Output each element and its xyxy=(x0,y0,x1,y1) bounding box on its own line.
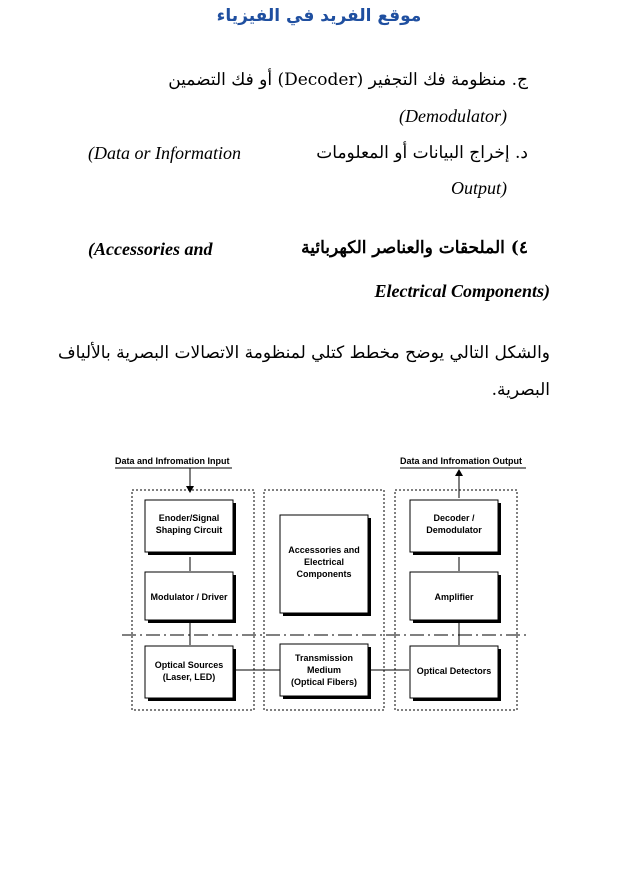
transmission-label-2: Medium xyxy=(306,665,342,675)
section4-english-cont: Electrical Components) xyxy=(374,281,550,301)
output-label: Data and Infromation Output xyxy=(400,456,522,466)
accessories-label-2: Electrical xyxy=(303,557,345,567)
item-c-line: ج. منظومة فك التجفير (Decoder) أو فك التضمين xyxy=(168,70,528,90)
optical-sources-label-1: Optical Sources xyxy=(154,660,224,670)
accessories-block xyxy=(280,515,371,616)
decoder-label-1: Decoder / xyxy=(433,513,475,523)
decoder-block xyxy=(410,500,501,555)
encoder-block xyxy=(145,500,236,555)
section4-heading: ٤) الملحقات والعناصر الكهربائية xyxy=(301,238,528,258)
accessories-label-1: Accessories and xyxy=(288,545,360,555)
amplifier-block xyxy=(410,572,501,623)
item-c-english-cont: (Demodulator) xyxy=(399,106,507,126)
accessories-label-3: Components xyxy=(296,569,352,579)
transmission-label-3: (Optical Fibers) xyxy=(290,677,358,687)
paragraph-line-2: البصرية. xyxy=(491,380,550,400)
input-label: Data and Infromation Input xyxy=(115,456,230,466)
transmission-label-1: Transmission xyxy=(294,653,354,663)
detectors-block xyxy=(410,646,501,701)
encoder-label-2: Shaping Circuit xyxy=(155,525,223,535)
item-d-line: د. إخراج البيانات أو المعلومات xyxy=(316,143,528,163)
site-title: موقع الفريد في الفيزياء xyxy=(216,6,422,26)
decoder-label-2: Demodulator xyxy=(426,525,482,535)
modulator-label: Modulator / Driver xyxy=(150,592,228,602)
optical-sources-label-2: (Laser, LED) xyxy=(162,672,216,682)
item-d-english-part: (Data or Information xyxy=(88,143,241,163)
encoder-label-1: Enoder/Signal xyxy=(158,513,220,523)
section4-english-part: (Accessories and xyxy=(88,239,213,259)
detectors-label: Optical Detectors xyxy=(416,666,492,676)
item-d-english-cont: Output) xyxy=(451,178,507,198)
transmission-block xyxy=(280,644,371,699)
optical-sources-block xyxy=(145,646,236,701)
paragraph-line-1: والشكل التالي يوضح مخطط كتلي لمنظومة الاتصالات البصرية بالألياف xyxy=(57,343,550,363)
modulator-block xyxy=(145,572,236,623)
amplifier-label: Amplifier xyxy=(434,592,474,602)
